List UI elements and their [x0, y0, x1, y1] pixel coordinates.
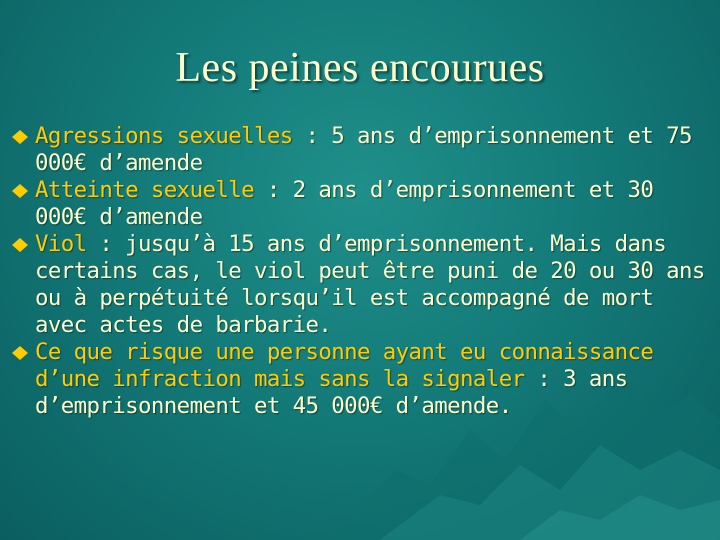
diamond-bullet-icon — [12, 184, 28, 198]
bullet-list — [12, 123, 714, 420]
bullet-text: : 5 ans d’emprisonnement et 75 000€ d’amende — [35, 123, 692, 176]
bullet-item — [12, 123, 714, 177]
diamond-bullet-icon — [12, 238, 28, 252]
bullet-keyword: Viol — [35, 231, 87, 257]
bullet-text: : 3 ans d’emprisonnement et 45 000€ d’amende. — [35, 366, 628, 419]
diamond-bullet-icon — [12, 130, 28, 144]
bullet-item — [12, 177, 714, 231]
bullet-item — [12, 339, 714, 420]
slide-title: Les peines encourues — [175, 45, 545, 91]
bullet-keyword: Atteinte sexuelle — [35, 177, 254, 203]
bullet-item — [12, 231, 714, 339]
diamond-bullet-icon — [12, 346, 28, 360]
bullet-text: : jusqu’à 15 ans d’emprisonnement. Mais dans certains cas, le viol peut être puni de 20 ou 30 ans ou à perpétuité lorsqu’il est accompagné de mort avec actes de barbarie. — [35, 231, 705, 338]
bullet-text: : 2 ans d’emprisonnement et 30 000€ d’amende — [35, 177, 654, 230]
bullet-keyword: Ce que risque une personne ayant eu connaissance d’une infraction mais sans la signaler — [35, 339, 654, 392]
bullet-keyword: Agressions sexuelles — [35, 123, 293, 149]
